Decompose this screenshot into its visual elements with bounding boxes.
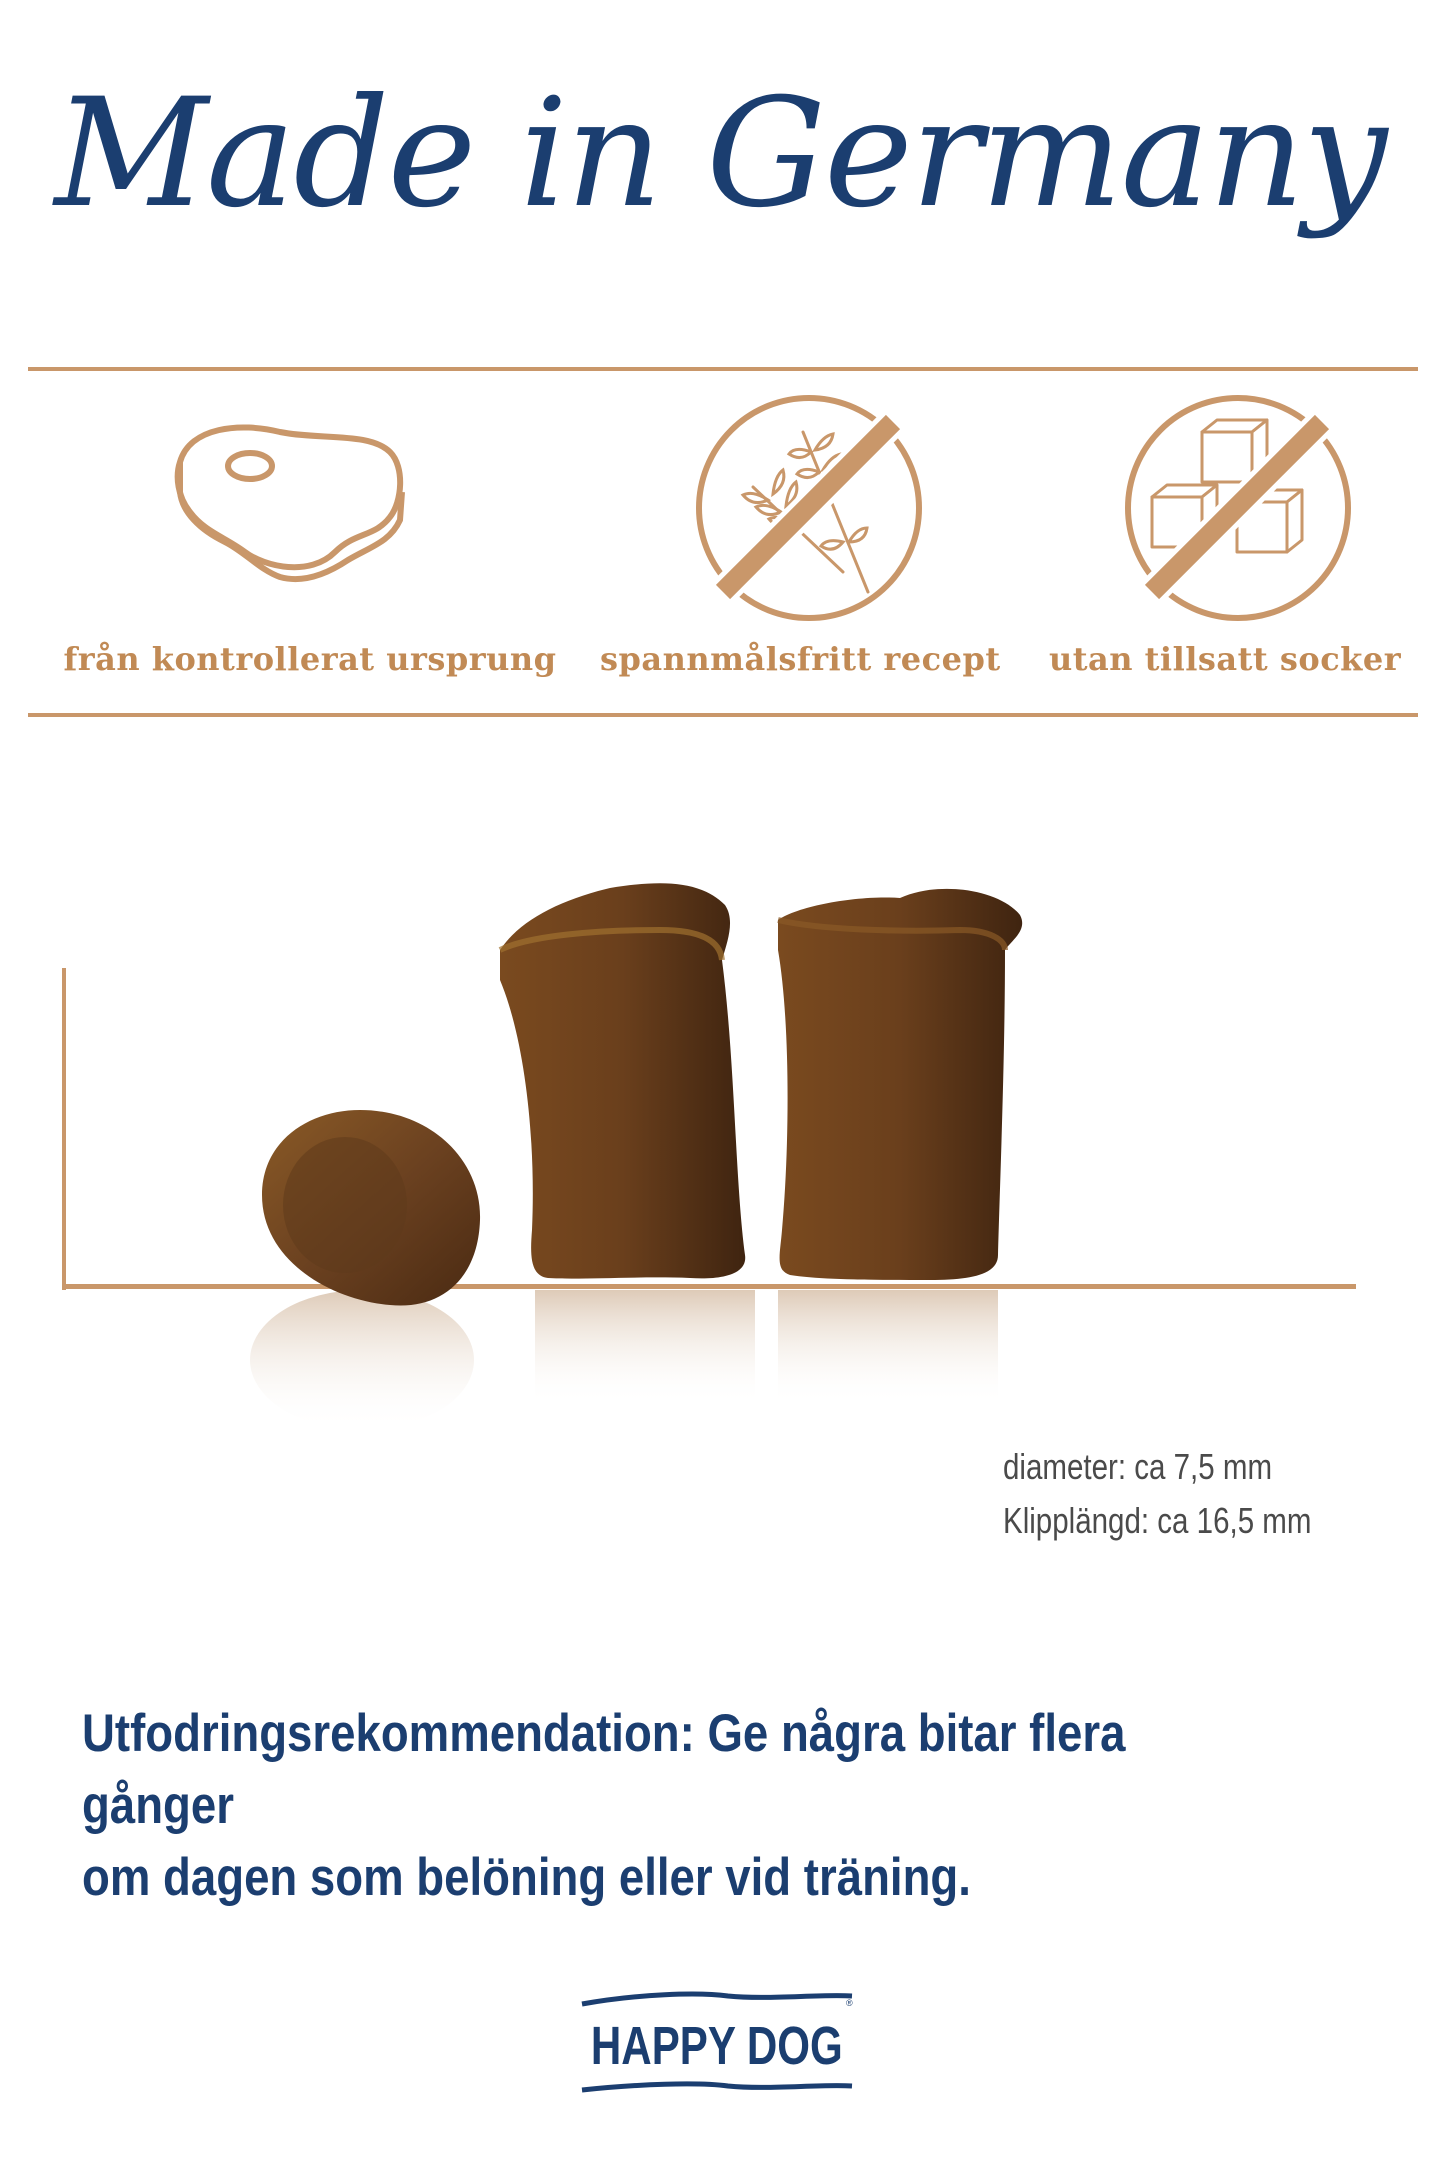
- no-grain-icon: [693, 392, 925, 624]
- spec-length: Klipplängd: ca 16,5 mm: [1003, 1500, 1312, 1541]
- baseline-line: [62, 1284, 1356, 1289]
- headline-text: Made in Germany: [54, 67, 1386, 241]
- svg-text:®: ®: [846, 1998, 853, 2008]
- feature-label-no-sugar: utan tillsatt socker: [1048, 640, 1402, 678]
- divider-bottom: [28, 713, 1418, 717]
- happy-dog-logo: [578, 1990, 856, 2100]
- feeding-line-2: om dagen som belöning eller vid träning.: [82, 1848, 971, 1907]
- product-photo: [0, 860, 1440, 1520]
- no-sugar-icon: [1122, 392, 1354, 624]
- meat-steak-icon: [170, 392, 410, 612]
- spec-diameter: diameter: ca 7,5 mm: [1003, 1446, 1273, 1487]
- logo-wordmark: HAPPY DOG: [590, 2016, 843, 2077]
- divider-top: [28, 367, 1418, 371]
- chew-piece-short: [262, 1110, 480, 1306]
- chew-piece-tall-right: [778, 889, 1022, 1280]
- chew-piece-tall-middle: [500, 883, 745, 1278]
- feature-label-grain-free: spannmålsfritt recept: [600, 640, 1001, 678]
- feeding-line-1: Utfodringsrekommendation: Ge några bitar flera gånger: [82, 1704, 1126, 1835]
- feeding-recommendation: [82, 1698, 1286, 1914]
- headline: [0, 55, 1440, 295]
- height-indicator-line: [62, 968, 66, 1290]
- feature-label-origin: från kontrollerat ursprung: [63, 640, 557, 678]
